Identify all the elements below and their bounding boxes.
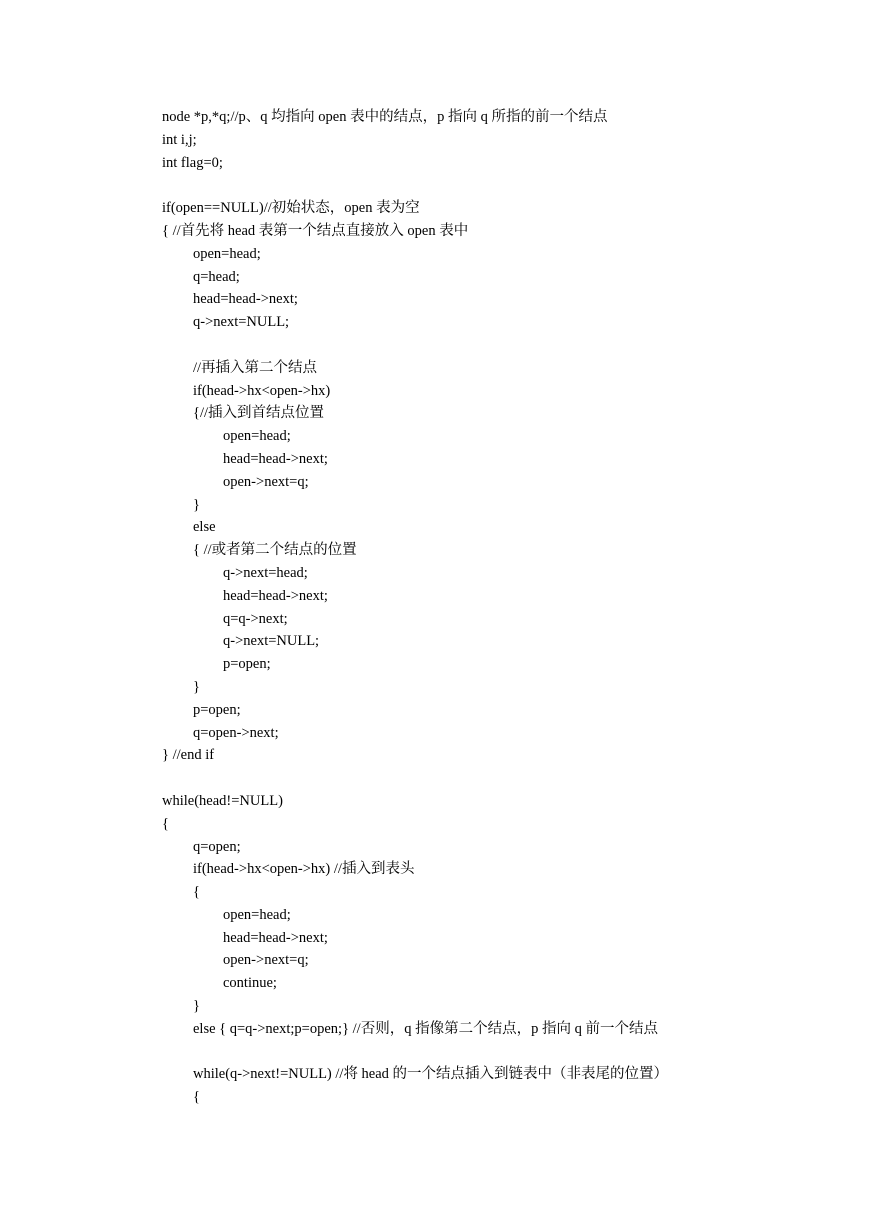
blank-line — [162, 767, 842, 790]
code-line: open->next=q; — [223, 473, 309, 490]
code-line: q=head; — [193, 268, 240, 285]
code-line: else { q=q->next;p=open;} //否则，q 指像第二个结点，p 指向 q 前一个结点 — [193, 1020, 658, 1037]
code-line: while(head!=NULL) — [162, 792, 283, 809]
code-line: } — [193, 496, 200, 513]
code-line: if(head->hx<open->hx) //插入到表头 — [193, 861, 415, 878]
code-line: } — [193, 998, 200, 1015]
code-line: q=open; — [193, 838, 241, 855]
blank-line — [162, 334, 842, 357]
code-line: open=head; — [223, 428, 291, 445]
code-line: open=head; — [223, 906, 291, 923]
code-line: open=head; — [193, 245, 261, 262]
code-line: node *p,*q;//p、q 均指向 open 表中的结点，p 指向 q 所指的前一个结点 — [162, 109, 608, 125]
code-line: else — [193, 519, 216, 536]
code-line: q->next=NULL; — [193, 314, 290, 331]
code-line: { //或者第二个结点的位置 — [193, 542, 357, 559]
code-line: p=open; — [223, 656, 271, 673]
code-line: q=q->next; — [223, 610, 288, 627]
code-block — [162, 106, 842, 1109]
code-line: } //end if — [162, 747, 215, 764]
code-line: { — [193, 884, 200, 901]
blank-line — [162, 1041, 842, 1064]
code-line: q=open->next; — [193, 724, 279, 741]
code-line: //再插入第二个结点 — [193, 359, 318, 376]
code-line: q->next=NULL; — [223, 633, 320, 650]
code-line: head=head->next; — [223, 929, 328, 946]
code-line: { — [193, 1089, 200, 1106]
code-line: open->next=q; — [223, 952, 309, 969]
code-line: q->next=head; — [223, 564, 308, 581]
code-line: int flag=0; — [162, 154, 223, 171]
code-line: head=head->next; — [223, 450, 328, 467]
code-line: p=open; — [193, 701, 241, 718]
code-line: while(q->next!=NULL) //将 head 的一个结点插入到链表中（非表尾的位置） — [193, 1066, 669, 1083]
code-line: continue; — [223, 975, 277, 992]
code-line: { — [162, 815, 169, 832]
blank-line — [162, 174, 842, 197]
code-line: head=head->next; — [193, 291, 298, 308]
code-line: if(open==NULL)//初始状态，open 表为空 — [162, 200, 420, 217]
code-line: { //首先将 head 表第一个结点直接放入 open 表中 — [162, 222, 469, 239]
code-line: int i,j; — [162, 131, 197, 148]
code-line: } — [193, 678, 200, 695]
code-line: head=head->next; — [223, 587, 328, 604]
code-line: {//插入到首结点位置 — [193, 405, 325, 422]
code-line: if(head->hx<open->hx) — [193, 382, 331, 399]
